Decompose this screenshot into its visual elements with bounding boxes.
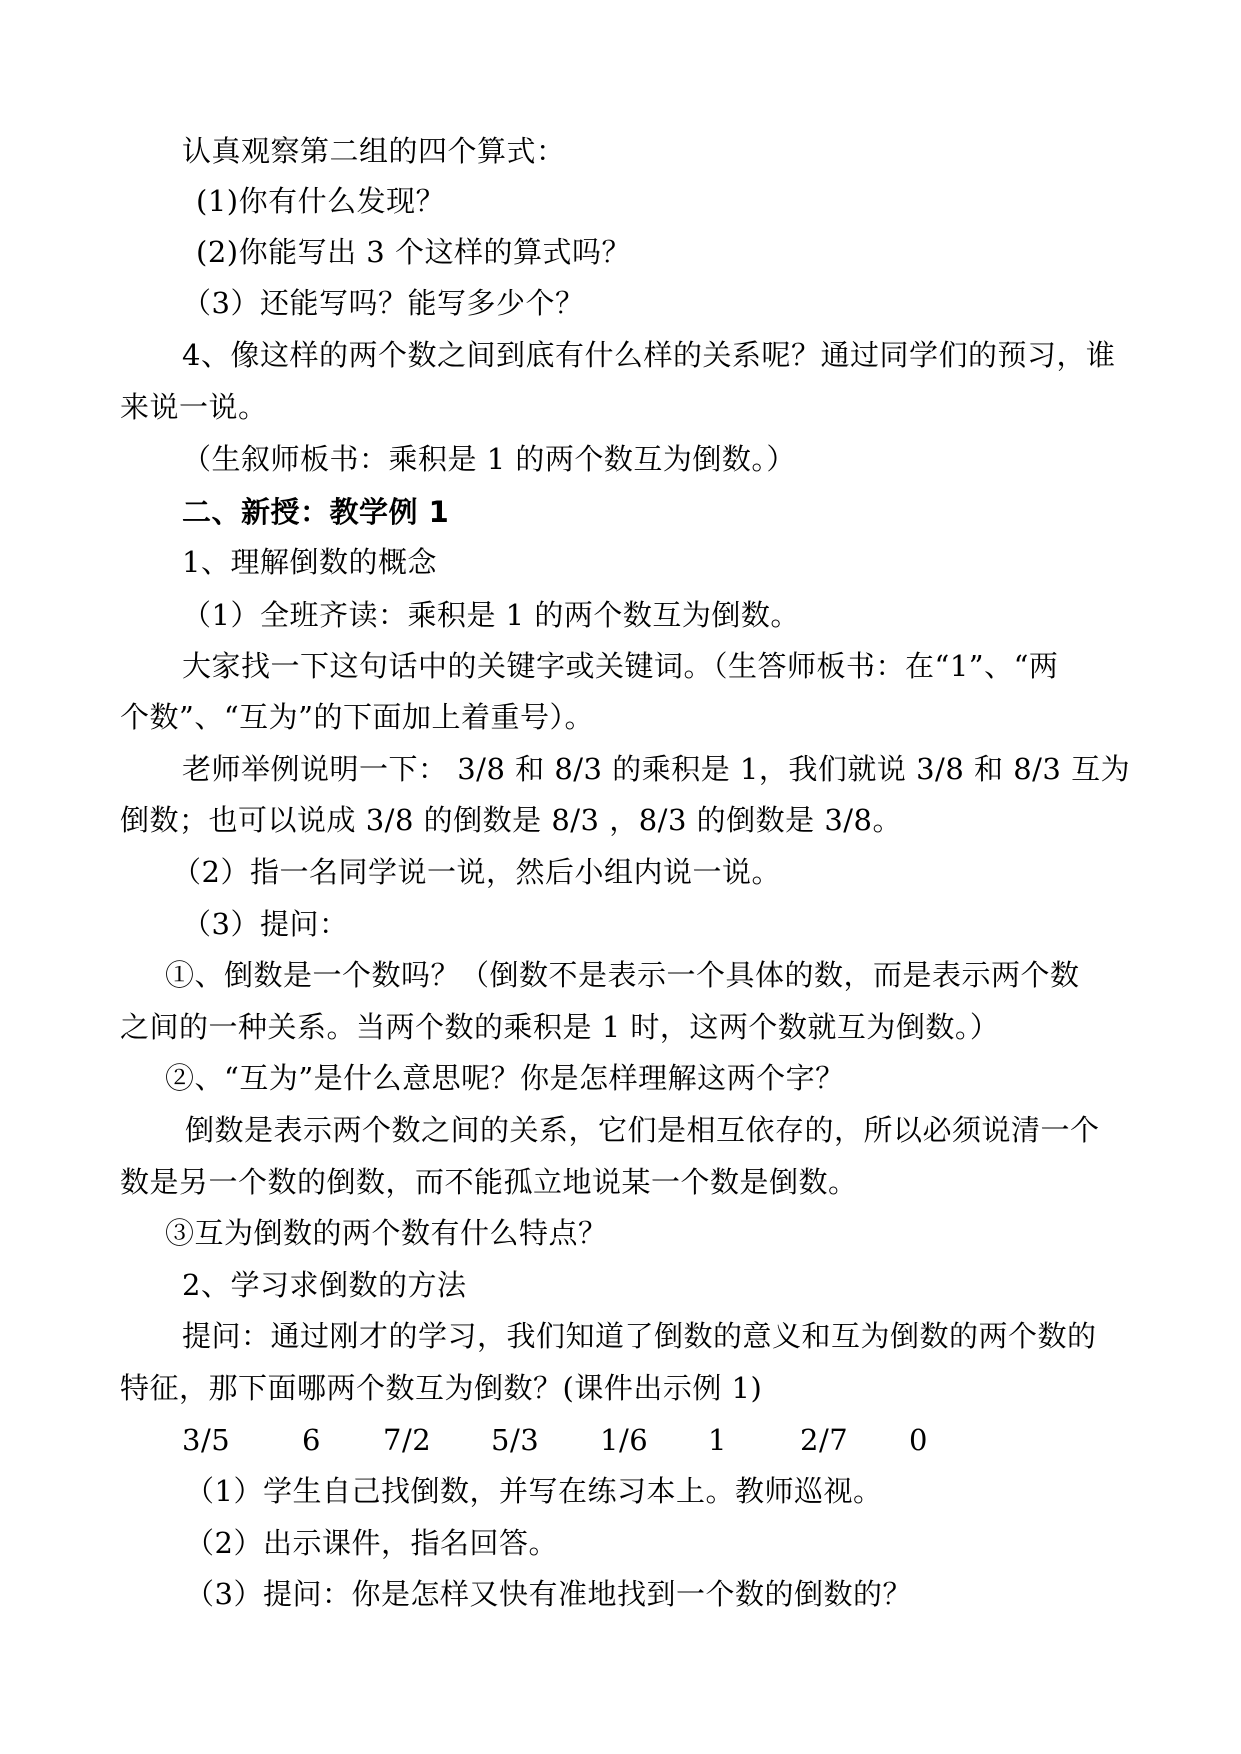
text-line: 之间的一种关系。当两个数的乘积是 1 时，这两个数就互为倒数。） [120,1010,1000,1044]
text-line: （3）还能写吗？能写多少个？ [182,286,585,320]
text-line: 倒数是表示两个数之间的关系，它们是相互依存的，所以必须说清一个 [185,1113,1100,1147]
text-line: 特征，那下面哪两个数互为倒数？(课件出示例 1) [120,1371,763,1405]
text-line: 倒数；也可以说成 3/8 的倒数是 8/3 ，8/3 的倒数是 3/8。 [120,803,902,837]
text-line: 数是另一个数的倒数，而不能孤立地说某一个数是倒数。 [120,1165,858,1199]
number-item: 6 [302,1423,321,1457]
text-line: （2）指一名同学说一说，然后小组内说一说。 [172,855,781,889]
text-line: （生叙师板书：乘积是 1 的两个数互为倒数。） [182,442,796,476]
text-line: 认真观察第二组的四个算式： [182,134,566,168]
text-line: （2）出示课件，指名回答。 [185,1526,558,1560]
text-line: 4、像这样的两个数之间到底有什么样的关系呢？通过同学们的预习，谁 [182,338,1116,372]
number-item: 2/7 [800,1423,849,1457]
text-line: 提问：通过刚才的学习，我们知道了倒数的意义和互为倒数的两个数的 [182,1319,1097,1353]
text-line: ①、倒数是一个数吗？（倒数不是表示一个具体的数，而是表示两个数 [165,958,1080,992]
text-line: ③互为倒数的两个数有什么特点？ [165,1216,608,1250]
number-item: 3/5 [182,1423,231,1457]
text-line: (1)你有什么发现？ [196,184,446,218]
text-line: 2、学习求倒数的方法 [182,1268,467,1302]
number-item: 7/2 [383,1423,432,1457]
text-line: (2)你能写出 3 个这样的算式吗？ [196,235,631,269]
text-line: 大家找一下这句话中的关键字或关键词。（生答师板书：在“1”、“两 [182,649,1059,683]
text-line: （3）提问：你是怎样又快有准地找到一个数的倒数的？ [185,1577,912,1611]
text-line: 老师举例说明一下： 3/8 和 8/3 的乘积是 1，我们就说 3/8 和 8/3 互为 [182,752,1131,786]
text-line: （1）学生自己找倒数，并写在练习本上。教师巡视。 [185,1474,883,1508]
text-line: 个数”、“互为”的下面加上着重号）。 [120,700,594,734]
text-line: （3）提问： [182,907,349,941]
number-item: 0 [909,1423,928,1457]
section-heading: 二、新授：教学例 1 [182,495,450,529]
number-item: 1 [708,1423,727,1457]
number-item: 1/6 [600,1423,649,1457]
text-line: 1、理解倒数的概念 [182,545,437,579]
text-line: （1）全班齐读：乘积是 1 的两个数互为倒数。 [182,598,800,632]
text-line: 来说一说。 [120,390,268,424]
number-list [0,1423,1241,1458]
text-line: ②、“互为”是什么意思呢？你是怎样理解这两个字？ [165,1061,845,1095]
number-item: 5/3 [491,1423,540,1457]
